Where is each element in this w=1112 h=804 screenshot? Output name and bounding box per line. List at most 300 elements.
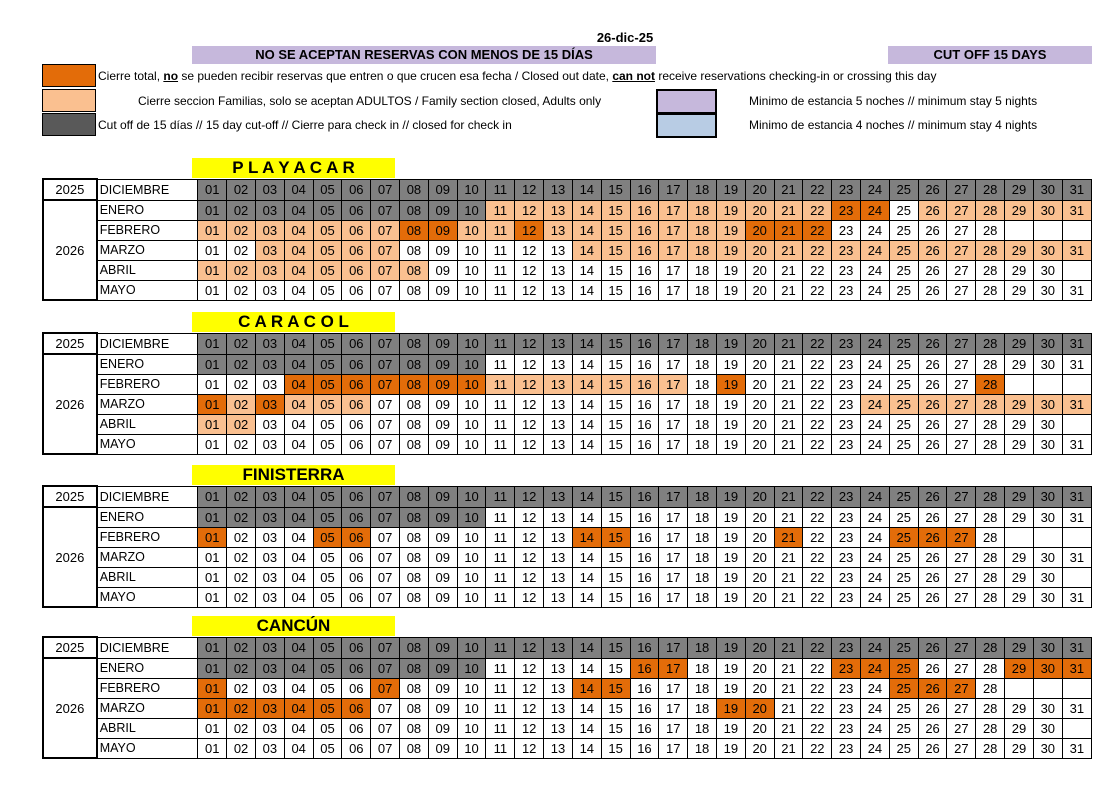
day-cell: 02 [227, 738, 256, 758]
day-cell: 12 [515, 260, 544, 280]
day-cell: 26 [918, 333, 947, 354]
day-cell: 13 [544, 486, 573, 507]
day-cell: 07 [371, 587, 400, 607]
day-cell: 01 [198, 240, 227, 260]
day-cell: 22 [803, 738, 832, 758]
month-row [43, 354, 1092, 374]
day-cell: 14 [572, 567, 601, 587]
day-cell: 01 [198, 507, 227, 527]
day-cell: 30 [1033, 333, 1062, 354]
month-label: MARZO [97, 547, 198, 567]
day-cell: 27 [947, 738, 976, 758]
day-cell: 15 [601, 718, 630, 738]
day-cell: 12 [515, 240, 544, 260]
month-row [43, 200, 1092, 220]
day-cell: 18 [688, 637, 717, 658]
day-cell: 04 [284, 414, 313, 434]
day-cell: 29 [1005, 658, 1034, 678]
day-cell: 21 [774, 678, 803, 698]
day-cell: 03 [255, 527, 284, 547]
day-cell: 23 [832, 260, 861, 280]
day-cell: 01 [198, 658, 227, 678]
day-cell: 23 [832, 179, 861, 200]
day-cell: 20 [745, 414, 774, 434]
day-cell: 05 [313, 527, 342, 547]
day-cell: 24 [861, 486, 890, 507]
day-cell: 06 [342, 333, 371, 354]
day-cell: 29 [1005, 698, 1034, 718]
hotel-title: CANCÚN [192, 616, 395, 636]
day-cell: 14 [572, 434, 601, 454]
day-cell: 09 [428, 567, 457, 587]
day-cell: 20 [745, 354, 774, 374]
availability-table [42, 636, 1092, 759]
day-cell: 15 [601, 567, 630, 587]
day-cell: 08 [400, 200, 429, 220]
day-cell: 20 [745, 220, 774, 240]
day-cell: 13 [544, 394, 573, 414]
day-cell: 24 [861, 637, 890, 658]
day-cell: 31 [1062, 200, 1091, 220]
day-cell: 02 [227, 414, 256, 434]
day-cell: 10 [457, 374, 486, 394]
day-cell: 11 [486, 260, 515, 280]
day-cell: 18 [688, 260, 717, 280]
day-cell: 07 [371, 179, 400, 200]
day-cell [1033, 678, 1062, 698]
day-cell: 19 [716, 354, 745, 374]
day-cell: 17 [659, 260, 688, 280]
day-cell: 12 [515, 718, 544, 738]
day-cell: 13 [544, 507, 573, 527]
day-cell: 12 [515, 527, 544, 547]
day-cell: 05 [313, 394, 342, 414]
day-cell: 21 [774, 658, 803, 678]
day-cell: 19 [716, 527, 745, 547]
day-cell: 19 [716, 280, 745, 300]
day-cell: 26 [918, 527, 947, 547]
day-cell: 29 [1005, 414, 1034, 434]
day-cell: 09 [428, 220, 457, 240]
day-cell: 16 [630, 220, 659, 240]
day-cell: 26 [918, 434, 947, 454]
day-cell: 18 [688, 507, 717, 527]
day-cell: 27 [947, 658, 976, 678]
day-cell: 05 [313, 637, 342, 658]
day-cell: 26 [918, 240, 947, 260]
day-cell: 15 [601, 333, 630, 354]
day-cell: 27 [947, 486, 976, 507]
day-cell: 23 [832, 547, 861, 567]
day-cell: 03 [255, 738, 284, 758]
day-cell: 08 [400, 414, 429, 434]
day-cell: 15 [601, 486, 630, 507]
day-cell [1005, 678, 1034, 698]
day-cell: 29 [1005, 280, 1034, 300]
day-cell: 01 [198, 179, 227, 200]
day-cell: 04 [284, 354, 313, 374]
day-cell: 24 [861, 698, 890, 718]
day-cell: 23 [832, 333, 861, 354]
day-cell: 21 [774, 179, 803, 200]
day-cell: 27 [947, 698, 976, 718]
day-cell: 26 [918, 678, 947, 698]
day-cell: 26 [918, 260, 947, 280]
day-cell: 24 [861, 280, 890, 300]
day-cell: 29 [1005, 507, 1034, 527]
day-cell: 20 [745, 280, 774, 300]
day-cell: 10 [457, 567, 486, 587]
month-row [43, 414, 1092, 434]
day-cell: 02 [227, 434, 256, 454]
day-cell: 01 [198, 738, 227, 758]
day-cell: 15 [601, 200, 630, 220]
day-cell: 29 [1005, 567, 1034, 587]
day-cell: 06 [342, 486, 371, 507]
day-cell: 13 [544, 658, 573, 678]
day-cell: 21 [774, 587, 803, 607]
day-cell: 08 [400, 587, 429, 607]
legend-min-stay-5-text: Minimo de estancia 5 noches // minimum stay 5 nights [749, 94, 1038, 108]
day-cell: 09 [428, 658, 457, 678]
availability-table [42, 332, 1092, 455]
day-cell: 16 [630, 486, 659, 507]
day-cell: 28 [976, 678, 1005, 698]
day-cell: 01 [198, 200, 227, 220]
day-cell: 15 [601, 658, 630, 678]
day-cell: 23 [832, 434, 861, 454]
day-cell: 06 [342, 678, 371, 698]
day-cell: 27 [947, 414, 976, 434]
day-cell: 18 [688, 527, 717, 547]
legend-closed-text [98, 69, 936, 83]
day-cell: 03 [255, 260, 284, 280]
day-cell: 05 [313, 678, 342, 698]
year-cell: 2025 [43, 333, 97, 354]
day-cell: 10 [457, 354, 486, 374]
day-cell: 02 [227, 179, 256, 200]
day-cell: 25 [889, 394, 918, 414]
day-cell: 12 [515, 678, 544, 698]
day-cell: 24 [861, 738, 890, 758]
day-cell: 26 [918, 698, 947, 718]
day-cell: 29 [1005, 394, 1034, 414]
day-cell: 07 [371, 394, 400, 414]
month-row [43, 738, 1092, 758]
day-cell: 08 [400, 240, 429, 260]
day-cell: 17 [659, 280, 688, 300]
day-cell: 08 [400, 333, 429, 354]
legend-swatch-closed [42, 64, 96, 87]
day-cell: 18 [688, 333, 717, 354]
day-cell: 22 [803, 507, 832, 527]
day-cell: 13 [544, 333, 573, 354]
day-cell: 06 [342, 260, 371, 280]
day-cell: 02 [227, 354, 256, 374]
day-cell [1033, 220, 1062, 240]
day-cell: 20 [745, 678, 774, 698]
day-cell: 05 [313, 434, 342, 454]
day-cell: 22 [803, 220, 832, 240]
day-cell: 08 [400, 698, 429, 718]
day-cell: 23 [832, 678, 861, 698]
day-cell: 11 [486, 698, 515, 718]
day-cell: 13 [544, 587, 573, 607]
day-cell: 13 [544, 260, 573, 280]
day-cell: 11 [486, 527, 515, 547]
day-cell: 03 [255, 658, 284, 678]
day-cell: 15 [601, 394, 630, 414]
day-cell: 30 [1033, 637, 1062, 658]
day-cell [1062, 220, 1091, 240]
day-cell: 04 [284, 220, 313, 240]
month-label: ENERO [97, 658, 198, 678]
day-cell: 18 [688, 414, 717, 434]
hotel-block-caracol [42, 312, 1092, 455]
day-cell: 06 [342, 240, 371, 260]
day-cell: 30 [1033, 567, 1062, 587]
day-cell: 10 [457, 718, 486, 738]
day-cell: 31 [1062, 333, 1091, 354]
day-cell: 08 [400, 527, 429, 547]
day-cell: 08 [400, 354, 429, 374]
day-cell: 27 [947, 507, 976, 527]
day-cell: 15 [601, 220, 630, 240]
day-cell: 28 [976, 486, 1005, 507]
day-cell: 25 [889, 414, 918, 434]
day-cell: 24 [861, 678, 890, 698]
day-cell: 21 [774, 738, 803, 758]
day-cell: 30 [1033, 179, 1062, 200]
day-cell: 25 [889, 547, 918, 567]
day-cell: 28 [976, 658, 1005, 678]
day-cell: 04 [284, 434, 313, 454]
day-cell: 25 [889, 434, 918, 454]
day-cell: 02 [227, 507, 256, 527]
day-cell: 26 [918, 507, 947, 527]
day-cell: 02 [227, 567, 256, 587]
legend-family-text: Cierre seccion Familias, solo se aceptan ADULTOS / Family section closed, Adults only [138, 94, 602, 108]
day-cell: 25 [889, 240, 918, 260]
day-cell: 09 [428, 434, 457, 454]
day-cell: 19 [716, 434, 745, 454]
day-cell: 28 [976, 280, 1005, 300]
day-cell: 09 [428, 587, 457, 607]
day-cell: 28 [976, 374, 1005, 394]
day-cell: 06 [342, 179, 371, 200]
day-cell: 25 [889, 220, 918, 240]
day-cell: 17 [659, 587, 688, 607]
month-row [43, 527, 1092, 547]
day-cell: 26 [918, 658, 947, 678]
day-cell: 11 [486, 678, 515, 698]
day-cell: 17 [659, 394, 688, 414]
day-cell: 02 [227, 527, 256, 547]
day-cell: 14 [572, 200, 601, 220]
day-cell: 16 [630, 718, 659, 738]
month-label: ENERO [97, 200, 198, 220]
day-cell: 13 [544, 414, 573, 434]
day-cell: 18 [688, 240, 717, 260]
day-cell: 23 [832, 240, 861, 260]
day-cell: 29 [1005, 260, 1034, 280]
day-cell: 26 [918, 179, 947, 200]
day-cell: 05 [313, 718, 342, 738]
day-cell: 14 [572, 374, 601, 394]
day-cell: 17 [659, 374, 688, 394]
day-cell: 27 [947, 333, 976, 354]
day-cell: 24 [861, 587, 890, 607]
day-cell: 09 [428, 333, 457, 354]
day-cell [1062, 678, 1091, 698]
day-cell: 05 [313, 200, 342, 220]
legend-swatch-cutoff [42, 113, 96, 136]
day-cell: 07 [371, 567, 400, 587]
day-cell: 31 [1062, 507, 1091, 527]
day-cell: 13 [544, 200, 573, 220]
day-cell: 26 [918, 637, 947, 658]
day-cell: 07 [371, 374, 400, 394]
day-cell [1005, 527, 1034, 547]
day-cell: 21 [774, 637, 803, 658]
day-cell: 15 [601, 434, 630, 454]
day-cell: 01 [198, 587, 227, 607]
day-cell: 10 [457, 658, 486, 678]
day-cell: 28 [976, 200, 1005, 220]
day-cell: 11 [486, 718, 515, 738]
day-cell: 22 [803, 567, 832, 587]
month-row [43, 678, 1092, 698]
day-cell: 28 [976, 179, 1005, 200]
legend-swatch-family [42, 89, 96, 112]
day-cell: 08 [400, 678, 429, 698]
day-cell: 30 [1033, 507, 1062, 527]
day-cell: 14 [572, 486, 601, 507]
day-cell: 12 [515, 414, 544, 434]
day-cell: 12 [515, 658, 544, 678]
day-cell: 31 [1062, 637, 1091, 658]
day-cell: 13 [544, 547, 573, 567]
day-cell: 01 [198, 486, 227, 507]
day-cell: 26 [918, 280, 947, 300]
day-cell: 24 [861, 260, 890, 280]
day-cell: 16 [630, 280, 659, 300]
day-cell: 24 [861, 434, 890, 454]
day-cell: 01 [198, 374, 227, 394]
day-cell: 27 [947, 179, 976, 200]
day-cell: 12 [515, 179, 544, 200]
day-cell: 12 [515, 698, 544, 718]
day-cell: 07 [371, 678, 400, 698]
day-cell: 11 [486, 280, 515, 300]
day-cell: 29 [1005, 354, 1034, 374]
day-cell: 22 [803, 587, 832, 607]
day-cell: 11 [486, 374, 515, 394]
day-cell: 02 [227, 678, 256, 698]
day-cell: 24 [861, 567, 890, 587]
day-cell: 17 [659, 220, 688, 240]
month-label: MARZO [97, 394, 198, 414]
day-cell: 16 [630, 738, 659, 758]
day-cell: 13 [544, 718, 573, 738]
day-cell: 19 [716, 394, 745, 414]
day-cell: 04 [284, 394, 313, 414]
day-cell: 21 [774, 414, 803, 434]
day-cell: 18 [688, 280, 717, 300]
day-cell: 30 [1033, 718, 1062, 738]
day-cell: 18 [688, 698, 717, 718]
day-cell: 20 [745, 658, 774, 678]
day-cell: 11 [486, 333, 515, 354]
day-cell: 01 [198, 527, 227, 547]
day-cell: 16 [630, 507, 659, 527]
day-cell: 22 [803, 260, 832, 280]
day-cell: 26 [918, 394, 947, 414]
day-cell: 03 [255, 374, 284, 394]
day-cell: 30 [1033, 434, 1062, 454]
day-cell: 24 [861, 179, 890, 200]
month-row [43, 507, 1092, 527]
day-cell: 28 [976, 354, 1005, 374]
day-cell: 21 [774, 718, 803, 738]
day-cell: 23 [832, 354, 861, 374]
day-cell: 25 [889, 658, 918, 678]
day-cell: 02 [227, 280, 256, 300]
day-cell: 22 [803, 434, 832, 454]
day-cell: 06 [342, 698, 371, 718]
day-cell: 08 [400, 567, 429, 587]
day-cell: 06 [342, 567, 371, 587]
day-cell: 17 [659, 240, 688, 260]
day-cell: 13 [544, 738, 573, 758]
day-cell: 22 [803, 547, 832, 567]
day-cell: 16 [630, 587, 659, 607]
day-cell: 05 [313, 658, 342, 678]
day-cell: 08 [400, 260, 429, 280]
day-cell: 21 [774, 260, 803, 280]
day-cell: 05 [313, 547, 342, 567]
no-reservations-banner: NO SE ACEPTAN RESERVAS CON MENOS DE 15 DÍAS [192, 46, 656, 64]
day-cell: 31 [1062, 658, 1091, 678]
day-cell: 27 [947, 280, 976, 300]
day-cell: 31 [1062, 240, 1091, 260]
availability-table [42, 178, 1092, 301]
day-cell: 09 [428, 637, 457, 658]
day-cell: 30 [1033, 738, 1062, 758]
day-cell: 11 [486, 547, 515, 567]
month-label: DICIEMBRE [97, 179, 198, 200]
day-cell: 29 [1005, 434, 1034, 454]
day-cell: 25 [889, 527, 918, 547]
day-cell: 05 [313, 587, 342, 607]
day-cell: 28 [976, 567, 1005, 587]
day-cell: 05 [313, 738, 342, 758]
day-cell: 20 [745, 637, 774, 658]
day-cell: 25 [889, 374, 918, 394]
day-cell: 04 [284, 374, 313, 394]
day-cell: 13 [544, 220, 573, 240]
day-cell: 09 [428, 240, 457, 260]
day-cell: 10 [457, 527, 486, 547]
day-cell: 31 [1062, 547, 1091, 567]
day-cell: 21 [774, 354, 803, 374]
legend-swatch-min-stay-5 [656, 89, 717, 114]
day-cell: 26 [918, 738, 947, 758]
day-cell: 17 [659, 200, 688, 220]
day-cell: 18 [688, 587, 717, 607]
day-cell: 14 [572, 678, 601, 698]
month-row [43, 486, 1092, 507]
